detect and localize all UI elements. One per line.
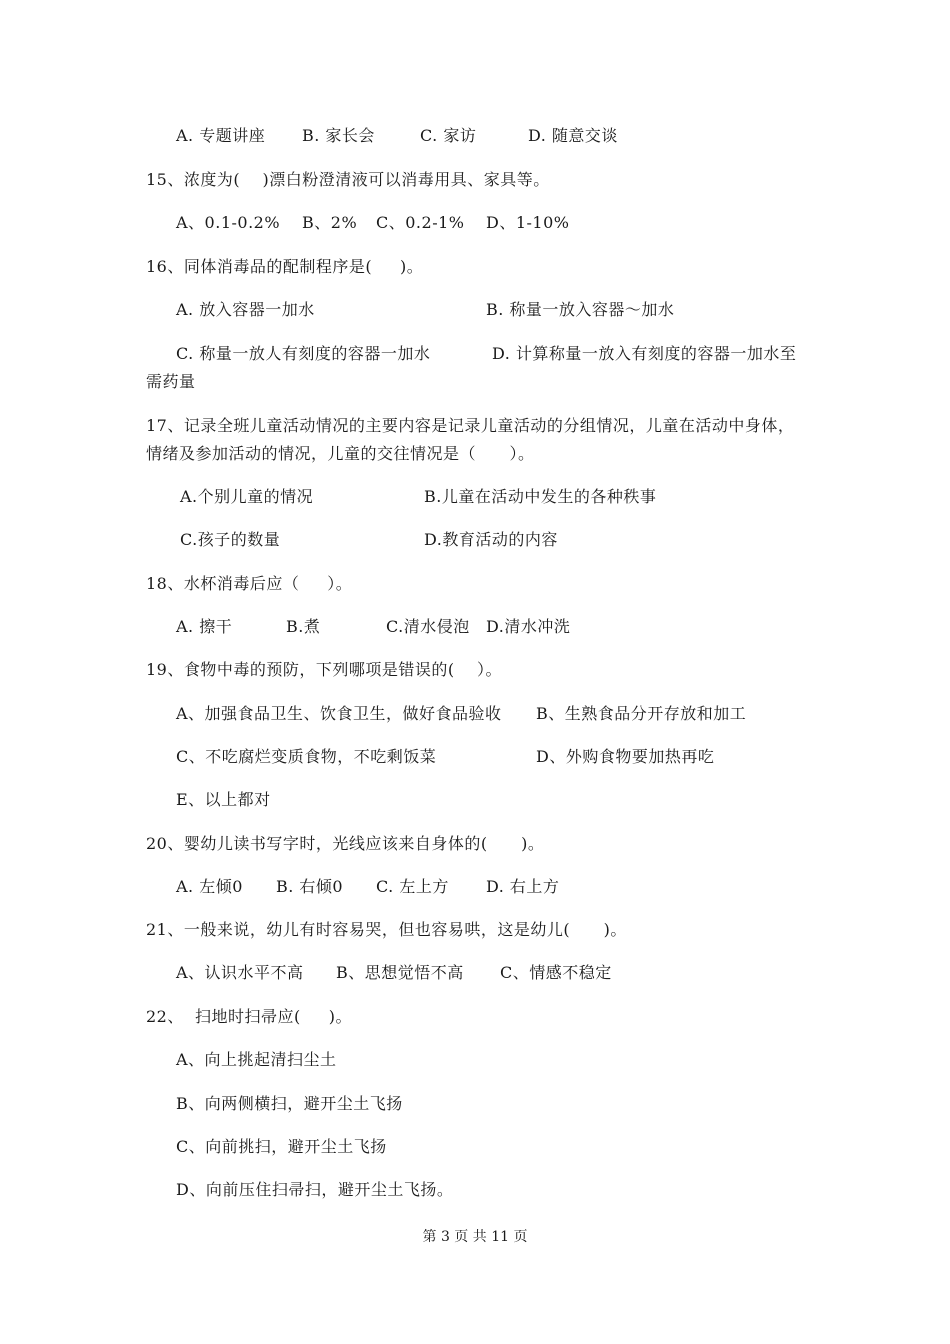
q15-option-c: C、0.2-1% (376, 213, 465, 232)
q20-stem: 20、婴幼儿读书写字时，光线应该来自身体的( )。 (146, 834, 545, 853)
q19-option-a: A、加强食品卫生、饮食卫生，做好食品验收 (176, 704, 502, 723)
q18-option-b: B.煮 (286, 617, 321, 636)
q19-option-d: D、外购食物要加热再吃 (536, 747, 715, 766)
q21-stem: 21、一般来说，幼儿有时容易哭，但也容易哄，这是幼儿( )。 (146, 920, 627, 939)
q19-stem: 19、食物中毒的预防，下列哪项是错误的( ）。 (146, 660, 502, 679)
q22-option-a: A、向上挑起清扫尘土 (176, 1050, 337, 1069)
q18-stem: 18、水杯消毒后应（ ）。 (146, 574, 353, 593)
q19-option-b: B、生熟食品分开存放和加工 (536, 704, 747, 723)
q14-option-d: D. 随意交谈 (528, 126, 618, 145)
q16-stem: 16、同体消毒品的配制程序是( )。 (146, 257, 424, 276)
q20-option-b: B. 右倾0 (276, 877, 344, 896)
q15-stem: 15、浓度为( )漂白粉澄清液可以消毒用具、家具等。 (146, 170, 550, 189)
q15-option-b: B、2% (302, 213, 358, 232)
q16-option-a: A. 放入容器一加水 (176, 300, 315, 319)
q17-option-d: D.教育活动的内容 (424, 530, 558, 549)
q21-option-c: C、情感不稳定 (500, 963, 612, 982)
q15-option-d: D、1-10% (486, 213, 570, 232)
q17-stem-line-1: 17、记录全班儿童活动情况的主要内容是记录儿童活动的分组情况，儿童在活动中身体， (146, 416, 795, 435)
q22-option-d: D、向前压住扫帚扫，避开尘土飞扬。 (176, 1180, 454, 1199)
q18-option-d: D.清水冲洗 (486, 617, 571, 636)
q22-stem: 22、 扫地时扫帚应( )。 (146, 1007, 352, 1026)
q15-option-a: A、0.1-0.2% (176, 213, 281, 232)
q22-option-c: C、向前挑扫，避开尘土飞扬 (176, 1137, 387, 1156)
q16-option-d: D. 计算称量一放入有刻度的容器一加水至 (492, 344, 797, 363)
q17-option-a: A.个别儿童的情况 (180, 487, 314, 506)
q14-option-a: A. 专题讲座 (176, 126, 266, 145)
q18-option-a: A. 擦干 (176, 617, 233, 636)
q16-option-b: B. 称量一放入容器～加水 (486, 300, 675, 319)
q16-option-c: C. 称量一放人有刻度的容器一加水 (176, 344, 431, 363)
q21-option-b: B、思想觉悟不高 (336, 963, 464, 982)
q20-option-d: D. 右上方 (486, 877, 560, 896)
q21-option-a: A、认识水平不高 (176, 963, 304, 982)
q22-option-b: B、向两侧横扫，避开尘土飞扬 (176, 1094, 403, 1113)
q16-option-d-continuation: 需药量 (146, 372, 196, 391)
q20-option-a: A. 左倾0 (176, 877, 243, 896)
q19-option-c: C、不吃腐烂变质食物，不吃剩饭菜 (176, 747, 437, 766)
q20-option-c: C. 左上方 (376, 877, 449, 896)
q17-option-b: B.儿童在活动中发生的各种秩事 (424, 487, 657, 506)
q19-option-e: E、以上都对 (176, 790, 271, 809)
q18-option-c: C.清水侵泡 (386, 617, 470, 636)
q14-option-b: B. 家长会 (302, 126, 375, 145)
q17-stem-line-2: 情绪及参加活动的情况，儿童的交往情况是（ ）。 (146, 444, 535, 463)
q17-option-c: C.孩子的数量 (180, 530, 281, 549)
q14-option-c: C. 家访 (420, 126, 477, 145)
page-number-footer: 第 3 页 共 11 页 (422, 1229, 528, 1245)
